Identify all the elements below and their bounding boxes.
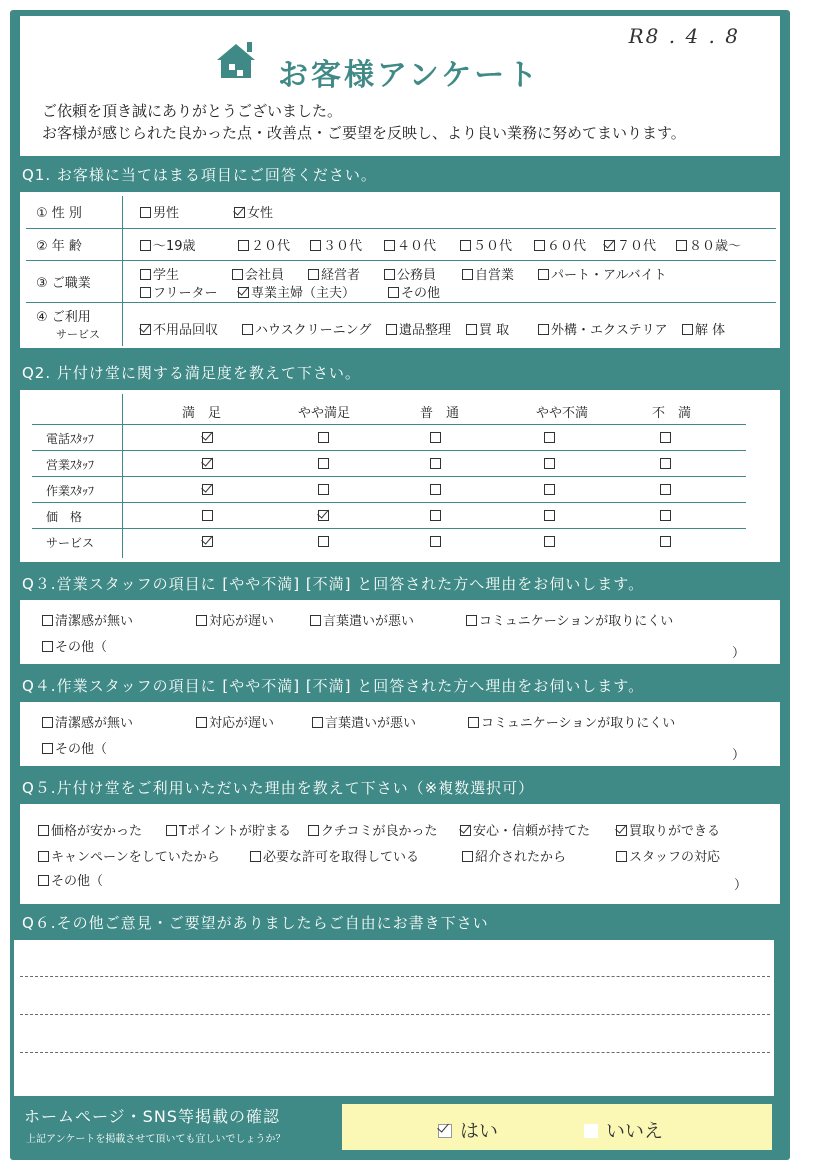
q1-label-job: ③ ご職業 bbox=[36, 276, 91, 291]
q2-rating-checkbox[interactable] bbox=[202, 458, 213, 469]
q6-panel[interactable] bbox=[14, 940, 774, 1096]
checkbox[interactable] bbox=[238, 240, 249, 251]
checkbox[interactable] bbox=[538, 269, 549, 280]
checkbox-checked[interactable] bbox=[234, 207, 245, 218]
q2-row-label-service: サービス bbox=[46, 536, 95, 550]
q2-rating-checkbox[interactable] bbox=[660, 536, 671, 547]
option-male[interactable]: 男性 bbox=[140, 202, 179, 221]
checkbox[interactable] bbox=[312, 717, 323, 728]
q2-rating-checkbox[interactable] bbox=[318, 432, 329, 443]
checkbox[interactable] bbox=[42, 743, 53, 754]
q1-sublabel-service: サービス bbox=[56, 328, 100, 341]
q3-other-close: ） bbox=[732, 646, 746, 661]
checkbox[interactable] bbox=[386, 324, 397, 335]
option-age-70[interactable]: ７０代 bbox=[604, 235, 656, 254]
q5-option-staff[interactable]: スタッフの対応 bbox=[616, 846, 720, 865]
q5-option-license[interactable]: 必要な許可を取得している bbox=[250, 846, 419, 865]
option-exterior[interactable]: 外構・エクステリア bbox=[538, 319, 668, 338]
q1-label-gender: ① 性 別 bbox=[36, 206, 82, 221]
checkbox[interactable] bbox=[38, 825, 49, 836]
checkbox-checked[interactable] bbox=[460, 825, 471, 836]
q2-col-satisfied: 満 足 bbox=[182, 406, 222, 421]
checkbox[interactable] bbox=[468, 717, 479, 728]
intro-line-2: お客様が感じられた良かった点・改善点・ご要望を反映し、より良い業務に努めてまいります。 bbox=[42, 124, 686, 142]
q4-option-communication[interactable]: コミュニケーションが取りにくい bbox=[468, 712, 675, 731]
page-title: お客様アンケート bbox=[278, 58, 541, 93]
checkbox[interactable] bbox=[196, 615, 207, 626]
checkbox[interactable] bbox=[38, 875, 49, 886]
option-housewife[interactable]: 専業主婦（主夫） bbox=[238, 282, 355, 301]
q1-heading: Q1. お客様に当てはまる項目にご回答ください。 bbox=[22, 165, 377, 184]
checkbox[interactable] bbox=[384, 269, 395, 280]
q4-option-slow[interactable]: 対応が遅い bbox=[196, 712, 274, 731]
checkbox[interactable] bbox=[250, 851, 261, 862]
sns-yes-option[interactable]: はい bbox=[438, 1116, 498, 1143]
checkbox[interactable] bbox=[42, 615, 53, 626]
q2-rating-checkbox[interactable] bbox=[430, 536, 441, 547]
sns-subtext: 上記アンケートを掲載させて頂いても宜しいでしょうか？ bbox=[26, 1134, 286, 1145]
checkbox[interactable] bbox=[42, 717, 53, 728]
q3-option-communication[interactable]: コミュニケーションが取りにくい bbox=[466, 610, 673, 629]
option-junk-removal[interactable]: 不用品回収 bbox=[140, 319, 218, 338]
q2-rating-checkbox[interactable] bbox=[544, 484, 555, 495]
checkbox[interactable] bbox=[42, 641, 53, 652]
q2-rating-checkbox[interactable] bbox=[318, 536, 329, 547]
q4-option-cleanliness[interactable]: 清潔感が無い bbox=[42, 712, 133, 731]
q2-col-somewhat-dissatisfied: やや不満 bbox=[536, 406, 589, 421]
q2-row-label-phone: 電話ｽﾀｯﾌ bbox=[46, 432, 95, 446]
q3-heading: Q３.営業スタッフの項目に [やや不満] [不満] と回答された方へ理由をお伺いします。 bbox=[22, 574, 645, 593]
option-manager[interactable]: 経営者 bbox=[308, 264, 360, 283]
option-employee[interactable]: 会社員 bbox=[232, 264, 284, 283]
q2-rating-checkbox[interactable] bbox=[544, 510, 555, 521]
checkbox[interactable] bbox=[140, 269, 151, 280]
q1-panel bbox=[20, 192, 780, 348]
checkbox[interactable] bbox=[140, 240, 151, 251]
q2-row-label-sales: 営業ｽﾀｯﾌ bbox=[46, 458, 95, 472]
q2-rating-checkbox[interactable] bbox=[430, 484, 441, 495]
checkbox[interactable] bbox=[388, 287, 399, 298]
option-job-other[interactable]: その他 bbox=[388, 282, 440, 301]
option-age-60[interactable]: ６０代 bbox=[534, 235, 586, 254]
q4-heading: Q４.作業スタッフの項目に [やや不満] [不満] と回答された方へ理由をお伺いします。 bbox=[22, 676, 645, 695]
q6-writing-line bbox=[20, 1052, 770, 1053]
q2-rating-checkbox[interactable] bbox=[318, 458, 329, 469]
option-demolition[interactable]: 解 体 bbox=[682, 319, 725, 338]
house-logo-icon bbox=[215, 42, 257, 80]
checkbox[interactable] bbox=[584, 1124, 598, 1138]
checkbox-checked[interactable] bbox=[616, 825, 627, 836]
q5-option-other[interactable]: その他（ bbox=[38, 870, 103, 889]
checkbox[interactable] bbox=[242, 324, 253, 335]
q5-option-buyback[interactable]: 買取りができる bbox=[616, 820, 720, 839]
q4-other-close: ） bbox=[732, 748, 746, 763]
q5-option-campaign[interactable]: キャンペーンをしていたから bbox=[38, 846, 220, 865]
sns-no-option[interactable]: いいえ bbox=[584, 1116, 663, 1143]
q2-rating-checkbox[interactable] bbox=[660, 510, 671, 521]
checkbox[interactable] bbox=[682, 324, 693, 335]
checkbox[interactable] bbox=[462, 851, 473, 862]
option-age-80[interactable]: ８０歳～ bbox=[676, 235, 741, 254]
q1-label-age: ② 年 齢 bbox=[36, 239, 82, 254]
q2-heading: Q2. 片付け堂に関する満足度を教えて下さい。 bbox=[22, 363, 361, 382]
q6-writing-line bbox=[20, 1014, 770, 1015]
checkbox[interactable] bbox=[140, 287, 151, 298]
q2-panel bbox=[20, 390, 780, 562]
option-house-cleaning[interactable]: ハウスクリーニング bbox=[242, 319, 371, 338]
q4-option-other[interactable]: その他（ bbox=[42, 738, 107, 757]
q2-rating-checkbox[interactable] bbox=[318, 484, 329, 495]
option-age-20[interactable]: ２０代 bbox=[238, 235, 290, 254]
checkbox[interactable] bbox=[232, 269, 243, 280]
checkbox[interactable] bbox=[676, 240, 687, 251]
checkbox[interactable] bbox=[538, 324, 549, 335]
q3-option-cleanliness[interactable]: 清潔感が無い bbox=[42, 610, 133, 629]
checkbox[interactable] bbox=[308, 825, 319, 836]
checkbox[interactable] bbox=[310, 240, 321, 251]
q2-row-label-work: 作業ｽﾀｯﾌ bbox=[46, 484, 95, 498]
q5-other-close: ） bbox=[734, 878, 748, 893]
q2-rating-checkbox[interactable] bbox=[544, 432, 555, 443]
q6-writing-line bbox=[20, 976, 770, 977]
q5-option-trust[interactable]: 安心・信頼が持てた bbox=[460, 820, 590, 839]
q5-option-referral[interactable]: 紹介されたから bbox=[462, 846, 566, 865]
checkbox[interactable] bbox=[308, 269, 319, 280]
checkbox[interactable] bbox=[166, 825, 177, 836]
q2-rating-checkbox[interactable] bbox=[660, 432, 671, 443]
q2-rating-checkbox[interactable] bbox=[202, 510, 213, 521]
q2-rating-checkbox[interactable] bbox=[202, 536, 213, 547]
option-self-employed[interactable]: 自営業 bbox=[462, 264, 514, 283]
checkbox-checked[interactable] bbox=[604, 240, 615, 251]
q2-col-dissatisfied: 不 満 bbox=[652, 406, 692, 421]
checkbox[interactable] bbox=[196, 717, 207, 728]
q3-option-slow[interactable]: 対応が遅い bbox=[196, 610, 274, 629]
q5-panel bbox=[20, 804, 780, 904]
q2-rating-checkbox[interactable] bbox=[430, 510, 441, 521]
q2-rating-checkbox[interactable] bbox=[660, 458, 671, 469]
checkbox[interactable] bbox=[462, 269, 473, 280]
header-panel bbox=[20, 16, 780, 156]
q5-option-tpoint[interactable]: Tポイントが貯まる bbox=[166, 820, 291, 839]
option-civil[interactable]: 公務員 bbox=[384, 264, 436, 283]
option-part-time[interactable]: パート・アルバイト bbox=[538, 264, 667, 283]
checkbox[interactable] bbox=[466, 324, 477, 335]
checkbox-checked[interactable] bbox=[438, 1124, 452, 1138]
q2-rating-checkbox[interactable] bbox=[202, 484, 213, 495]
checkbox[interactable] bbox=[38, 851, 49, 862]
q4-panel bbox=[20, 702, 780, 766]
q6-heading: Q６.その他ご意見・ご要望がありましたらご自由にお書き下さい bbox=[22, 913, 489, 932]
option-age-50[interactable]: ５０代 bbox=[460, 235, 512, 254]
checkbox[interactable] bbox=[534, 240, 545, 251]
checkbox-checked[interactable] bbox=[140, 324, 151, 335]
q3-panel bbox=[20, 600, 780, 664]
q2-row-label-price: 価 格 bbox=[46, 510, 83, 524]
option-age-19[interactable]: ～19歳 bbox=[140, 235, 196, 254]
option-student[interactable]: 学生 bbox=[140, 264, 179, 283]
q5-option-cheap[interactable]: 価格が安かった bbox=[38, 820, 142, 839]
q2-col-somewhat-satisfied: やや満足 bbox=[298, 406, 351, 421]
q2-col-neutral: 普 通 bbox=[420, 406, 460, 421]
q2-rating-checkbox[interactable] bbox=[430, 432, 441, 443]
sns-heading: ホームページ・SNS等掲載の確認 bbox=[24, 1107, 280, 1126]
q5-heading: Q５.片付け堂をご利用いただいた理由を教えて下さい（※複数選択可） bbox=[22, 778, 535, 797]
q2-rating-checkbox[interactable] bbox=[660, 484, 671, 495]
checkbox[interactable] bbox=[310, 615, 321, 626]
q1-label-service: ④ ご利用 bbox=[36, 310, 91, 325]
sns-answer-box bbox=[342, 1104, 772, 1150]
date-handwritten: R8 . 4 . 8 bbox=[628, 24, 740, 48]
checkbox[interactable] bbox=[460, 240, 471, 251]
option-freeter[interactable]: フリーター bbox=[140, 282, 217, 301]
checkbox[interactable] bbox=[466, 615, 477, 626]
checkbox[interactable] bbox=[384, 240, 395, 251]
checkbox[interactable] bbox=[616, 851, 627, 862]
q2-rating-checkbox[interactable] bbox=[430, 458, 441, 469]
option-age-30[interactable]: ３０代 bbox=[310, 235, 362, 254]
q2-rating-checkbox[interactable] bbox=[544, 536, 555, 547]
checkbox[interactable] bbox=[140, 207, 151, 218]
checkbox-checked[interactable] bbox=[238, 287, 249, 298]
q5-option-reviews[interactable]: クチコミが良かった bbox=[308, 820, 437, 839]
q2-rating-checkbox[interactable] bbox=[544, 458, 555, 469]
q2-rating-checkbox[interactable] bbox=[202, 432, 213, 443]
q3-option-language[interactable]: 言葉遣いが悪い bbox=[310, 610, 414, 629]
q4-option-language[interactable]: 言葉遣いが悪い bbox=[312, 712, 416, 731]
option-estate-clearing[interactable]: 遺品整理 bbox=[386, 319, 451, 338]
intro-line-1: ご依頼を頂き誠にありがとうございました。 bbox=[42, 102, 343, 120]
option-age-40[interactable]: ４０代 bbox=[384, 235, 436, 254]
q3-option-other[interactable]: その他（ bbox=[42, 636, 107, 655]
option-female[interactable]: 女性 bbox=[234, 202, 273, 221]
option-buyback[interactable]: 買 取 bbox=[466, 319, 509, 338]
q2-rating-checkbox[interactable] bbox=[318, 510, 329, 521]
